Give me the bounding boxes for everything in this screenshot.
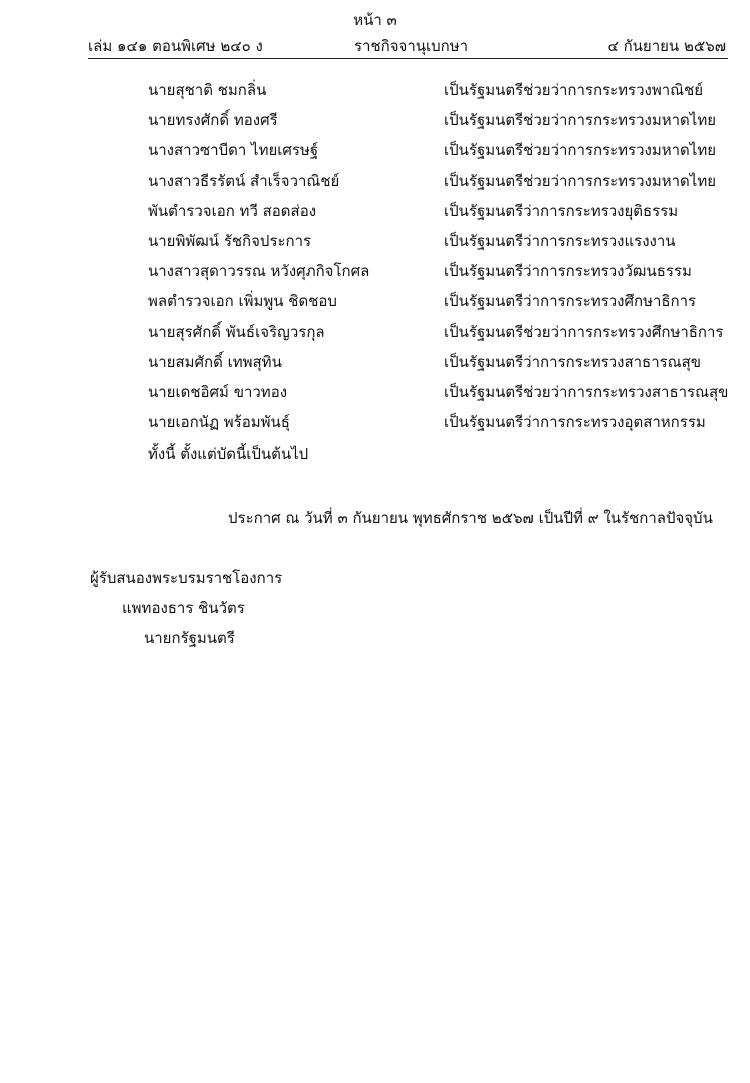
appointee-position: เป็นรัฐมนตรีช่วยว่าการกระทรวงพาณิชย์: [444, 81, 704, 99]
appointment-row: [148, 169, 728, 199]
appointee-position: เป็นรัฐมนตรีว่าการกระทรวงยุติธรรม: [444, 201, 679, 220]
appointee-name: นายเดชอิศม์ ขาวทอง: [148, 382, 288, 401]
appointee-position: เป็นรัฐมนตรีว่าการกระทรวงศึกษาธิการ: [444, 292, 697, 311]
appointee-position: เป็นรัฐมนตรีว่าการกระทรวงอุตสาหกรรม: [444, 413, 706, 432]
volume-issue: เล่ม ๑๔๑ ตอนพิเศษ ๒๔๐ ง: [88, 37, 263, 55]
appointee-position: เป็นรัฐมนตรีช่วยว่าการกระทรวงมหาดไทย: [444, 171, 717, 190]
countersign-label: ผู้รับสนองพระบรมราชโองการ: [90, 569, 283, 587]
appointment-list: [148, 78, 728, 440]
appointee-name: นายพิพัฒน์ รัชกิจประการ: [148, 231, 312, 250]
appointee-position: เป็นรัฐมนตรีช่วยว่าการกระทรวงมหาดไทย: [444, 141, 717, 160]
appointee-name: นายสุรศักดิ์ พันธ์เจริญวรกุล: [148, 322, 325, 341]
appointment-row: [148, 199, 728, 229]
appointee-name: นางสาวซาบีดา ไทยเศรษฐ์: [148, 141, 319, 160]
countersign-title: นายกรัฐมนตรี: [144, 629, 235, 647]
appointee-position: เป็นรัฐมนตรีช่วยว่าการกระทรวงมหาดไทย: [444, 111, 717, 130]
appointment-row: [148, 229, 728, 259]
appointee-position: เป็นรัฐมนตรีว่าการกระทรวงสาธารณสุข: [444, 352, 702, 371]
appointee-position: เป็นรัฐมนตรีช่วยว่าการกระทรวงสาธารณสุข: [444, 382, 729, 401]
gazette-title: ราชกิจจานุเบกษา: [354, 37, 469, 55]
countersignature-block: [90, 566, 282, 656]
appointee-name: นางสาวธีรรัตน์ สำเร็จวาณิชย์: [148, 171, 340, 190]
appointee-name: นางสาวสุดาวรรณ หวังศุภกิจโกศล: [148, 262, 370, 281]
appointee-position: เป็นรัฐมนตรีช่วยว่าการกระทรวงศึกษาธิการ: [444, 322, 724, 341]
appointment-row: [148, 410, 728, 440]
appointee-position: เป็นรัฐมนตรีว่าการกระทรวงวัฒนธรรม: [444, 262, 692, 281]
page-number: หน้า ๓: [353, 11, 397, 29]
effective-clause: ทั้งนี้ ตั้งแต่บัดนี้เป็นต้นไป: [148, 445, 309, 463]
header-rule: [88, 58, 728, 59]
appointee-name: พันตำรวจเอก ทวี สอดส่อง: [148, 201, 317, 220]
gazette-header: [88, 34, 728, 56]
appointment-row: [148, 259, 728, 289]
countersign-name: แพทองธาร ชินวัตร: [122, 599, 245, 617]
publication-date: ๔ กันยายน ๒๕๖๗: [607, 37, 726, 55]
appointment-row: [148, 380, 728, 410]
appointment-row: [148, 78, 728, 108]
appointee-position: เป็นรัฐมนตรีว่าการกระทรวงแรงงาน: [444, 231, 676, 250]
appointment-row: [148, 108, 728, 138]
proclamation-date-line: ประกาศ ณ วันที่ ๓ กันยายน พุทธศักราช ๒๕๖๗ เป็นปีที่ ๙ ในรัชกาลปัจจุบัน: [228, 509, 713, 527]
appointee-name: พลตำรวจเอก เพิ่มพูน ชิดชอบ: [148, 292, 337, 311]
appointee-name: นายสมศักดิ์ เทพสุทิน: [148, 352, 282, 371]
appointment-row: [148, 320, 728, 350]
appointee-name: นายเอกนัฏ พร้อมพันธุ์: [148, 413, 290, 432]
appointment-row: [148, 138, 728, 168]
appointee-name: นายทรงศักดิ์ ทองศรี: [148, 111, 278, 130]
appointment-row: [148, 350, 728, 380]
appointment-row: [148, 289, 728, 319]
appointee-name: นายสุชาติ ชมกลิ่น: [148, 81, 267, 99]
